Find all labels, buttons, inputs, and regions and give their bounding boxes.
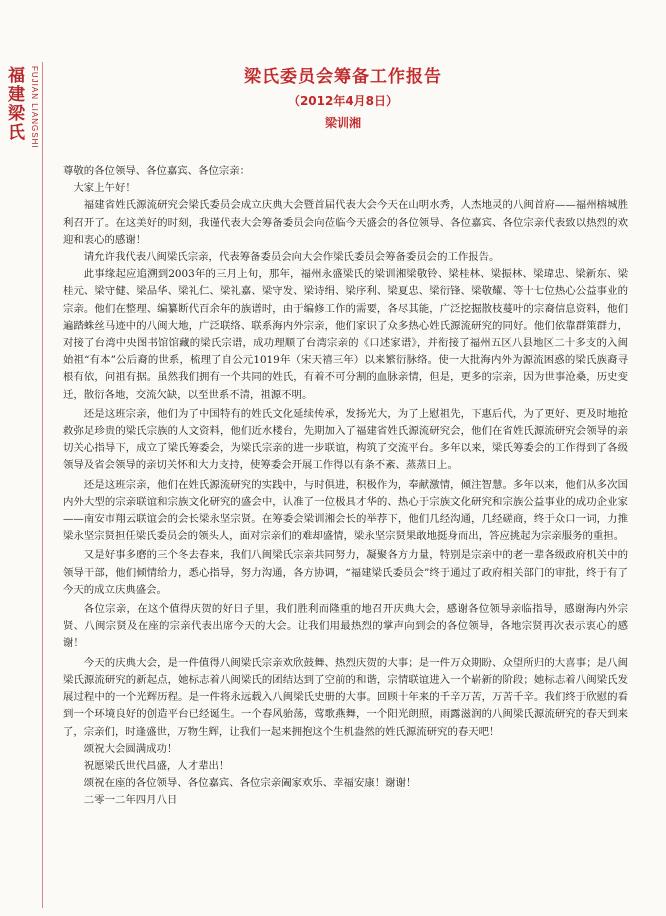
- paragraph-leader: 还是这班宗亲，他们在姓氏源流研究的实践中，与时俱进，积极作为，奉献激情，倾注智慧。多年以来，他们从多次国内外大型的宗亲联谊和宗族文化研究的盛会中，认准了一位极具才华的、热心于宗族文化研究和宗族公益事业的成功企业家——南安市翔云联谊会的会长梁永坚宗贤。在筹委会梁训湘会长的举荐下，他们几经沟通，几经磋商，终于众口一词，力推梁永坚宗贤担任梁氏委员会的领头人，面对宗亲们的难却盛情，梁永坚宗贤果敢地挺身而出，答应挑起为宗亲服务的重担。: [63, 478, 628, 543]
- paragraph-approval: 又是好事多磨的三个冬去春来，我们八闽梁氏宗亲共同努力，凝聚各方力量，特别是宗亲中的老一辈各级政府机关中的领导干部，他们倾情给力，悉心指导，努力沟通，各方协调，“福建梁氏委员会”终于通过了政府相关部门的审批，终于有了今天的成立庆典盛会。: [63, 549, 628, 596]
- paragraph-celebration: 今天的庆典大会，是一件值得八闽梁氏宗亲欢欣鼓舞、热烈庆贺的大事；是一件万众期盼、众望所归的大喜事；是八闽梁氏源流研究的新起点，她标志着八闽梁氏的团结达到了空前的和谐，宗情联谊进入一个崭新的阶段；她标志着八闽梁氏发展过程中的一个光辉历程。是一件将永远载入八闽梁氏史册的大事。回顾十年来的千辛万苦，万苦千辛。我们终于欣慰的看到一个环境良好的创造平台已经诞生。一个春风骀荡，莺歌燕舞，一个阳光朗照，雨露滋润的八闽梁氏源流研究的春天到来了，宗亲们，时逢盛世，万物生辉，让我们一起来拥抱这个生机盎然的姓氏源流研究的春天吧！: [63, 656, 628, 738]
- side-pinyin: FUJIAN LIANGSHI: [30, 66, 39, 149]
- side-title-logo: 福建梁氏: [4, 66, 24, 142]
- paragraph-committee: 还是这班宗亲，他们为了中国特有的姓氏文化延续传承，发扬光大，为了上慰祖先，下惠后代，为了更好、更及时地抢救弥足珍贵的梁氏宗族的人文资料，他们近水楼台，先期加入了福建省姓氏源流研究会，他们在省姓氏源流研究会领导的亲切关心指导下，成立了梁氏筹委会，为梁氏宗亲的进一步联谊，构筑了交流平台。多年以来，梁氏筹委会的工作得到了各级领导及省会领导的亲切关怀和大力支持，使筹委会开展工作得以有条不紊、蒸蒸日上。: [63, 407, 628, 472]
- report-title: 梁氏委员会筹备工作报告: [244, 67, 442, 87]
- paragraph-intro: 请允许我代表八闽梁氏宗亲，代表筹备委员会向大会作梁氏委员会筹备委员会的工作报告。: [83, 251, 500, 264]
- report-body: [63, 163, 628, 810]
- paragraph-thanks: 各位宗亲，在这个值得庆贺的好日子里，我们胜利而隆重的地召开庆典大会，感谢各位领导亲临指导，感谢海内外宗贤、八闽宗贤及在座的宗亲代表出席今天的大会。让我们用最热烈的掌声向到会的各位领导，各地宗贤再次表示衷心的感谢！: [63, 603, 628, 650]
- side-divider: [42, 62, 43, 908]
- paragraph-origin: 此事缘起应追溯到2003年的三月上旬，那年，福州永盛梁氏的梁训湘梁敬铃、梁桂林、梁振林、梁瑋忠、梁新东、梁桂元、梁守健、梁品华、梁礼仁、梁礼嘉、梁守发、梁诗绢、梁序利、梁夏忠、梁衍锋、梁敬耀、等十七位热心公益事业的宗亲。他们在整理、编纂断代百余年的族谱时，由于编修工作的需要，各尽其能，广泛挖掘散枝蔓叶的宗裔信息资料，他们遍踏蛛丝马迹中的八闽大地，广泛联络、联系海内外宗亲，他们家识了众多热心姓氏源流研究的同好。他们依靠群策群力，对接了台湾中央图书馆馆藏的梁氏宗谱，成功理顺了台湾宗亲的《口述家谱》，并衔接了福州五区八县地区二十多支的入闽始祖“有本”公后裔的世系，梳理了自公元1019年（宋天禧三年）以来繁衍脉络。使一大批海内外为源流困惑的梁氏族裔寻根有依，问祖有据。虽然我们拥有一个共同的姓氏，有着不可分割的血脉亲情，但是，更多的宗亲，因为世事沧桑，历史变迁，散衍各地，交流欠缺，以至世系不清，祖源不明。: [63, 268, 628, 401]
- salutation: 尊敬的各位领导、各位嘉宾、各位宗亲：: [63, 165, 251, 177]
- report-date: （2012年4月8日）: [287, 94, 399, 108]
- report-header: [60, 62, 626, 131]
- closing-date: 二零一二年四月八日: [83, 794, 178, 807]
- closing-wish-1: 颂祝大会圆满成功！: [83, 742, 178, 755]
- closing-wish-3: 颂祝在座的各位领导、各位嘉宾、各位宗亲阖家欢乐、幸福安康！谢谢！: [83, 777, 417, 790]
- paragraph-welcome: 福建省姓氏源流研究会梁氏委员会成立庆典大会暨首届代表大会今天在山明水秀，人杰地灵的八闽首府——福州榕城胜利召开了。在这美好的时刻，我谨代表大会筹备委员会向莅临今天盛会的各位领导、各位嘉宾、各位宗亲代表致以热烈的欢迎和衷心的感谢！: [63, 199, 628, 246]
- greeting: 大家上午好！: [73, 182, 136, 195]
- closing-wish-2: 祝愿梁氏世代昌盛，人才辈出！: [83, 759, 230, 772]
- report-author: 梁训湘: [324, 116, 361, 130]
